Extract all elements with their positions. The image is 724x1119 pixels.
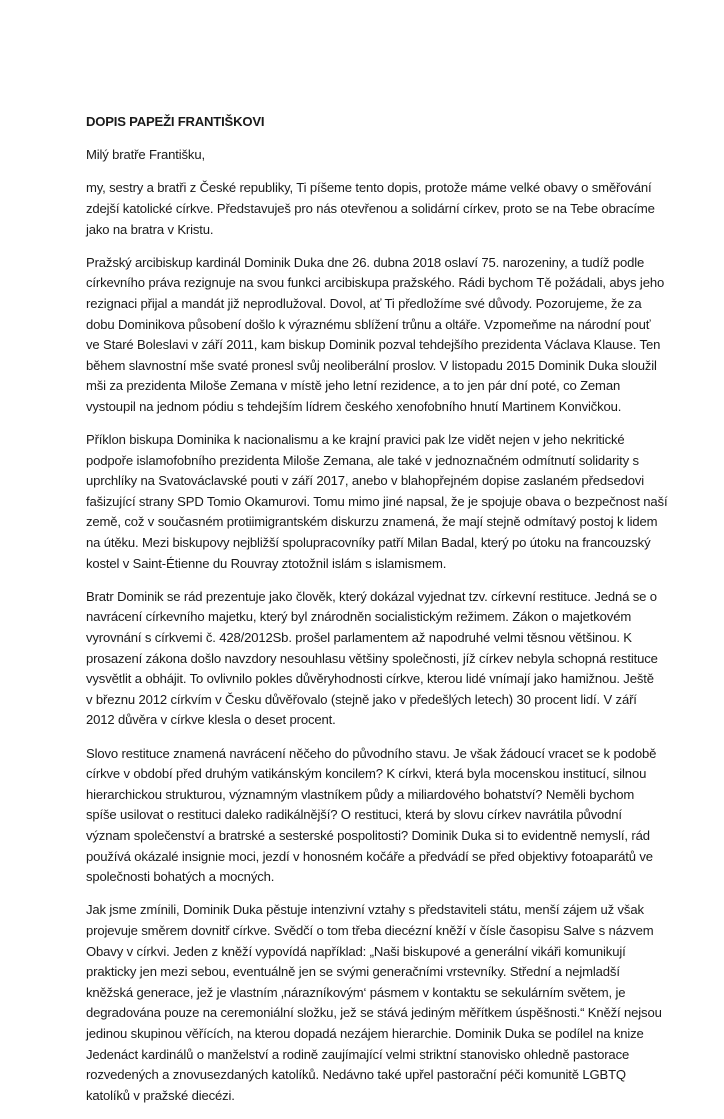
body-paragraph <box>86 178 655 240</box>
paragraph-line: kněžská generace, jež je vlastním ‚nárazníkovým‘ pásmem v kontaktu se sekulárním světem, je <box>86 984 626 1000</box>
document-title: DOPIS PAPEŽI FRANTIŠKOVI <box>86 114 265 129</box>
paragraph-line: v březnu 2012 církvím v Česku důvěřovalo (stejně jako v předešlých letech) 30 procent lidí. V září <box>86 691 637 707</box>
paragraph-line: hierarchickou strukturou, významným vlastníkem půdy a miliardového bohatství? Neměli bychom <box>86 786 635 802</box>
paragraph-line: vystoupil na jednom pódiu s tehdejším lídrem českého xenofobního hnutí Martinem Konvičkou. <box>86 398 622 414</box>
paragraph-line: my, sestry a bratři z České republiky, Ti píšeme tento dopis, protože máme velké obavy o směřování <box>86 180 652 196</box>
paragraph-line: zdejší katolické církve. Představuješ pro nás otevřenou a solidární církev, proto se na Tebe obracíme <box>86 200 655 216</box>
body-paragraph <box>86 900 662 1106</box>
paragraph-line: rezignaci přijal a mandát již neprodlužoval. Dovol, ať Ti předložíme své důvody. Pozorujeme, že za <box>86 295 642 311</box>
paragraph-line: Slovo restituce znamená navrácení něčeho do původního stavu. Je však žádoucí vracet se k podobě <box>86 745 657 761</box>
body-paragraph <box>86 587 658 731</box>
paragraph-line: uprchlíky na Svatováclavské pouti v září 2017, anebo v blahopřejném dopise zaslaném předsedovi <box>86 473 644 489</box>
paragraph-line: podpoře islamofobního prezidenta Miloše Zemana, ale také v jednoznačném odmítnutí solidarity s <box>86 452 639 468</box>
paragraph-line: Pražský arcibiskup kardinál Dominik Duka dne 26. dubna 2018 oslaví 75. narozeniny, a tudíž podle <box>86 254 645 270</box>
paragraph-line: prosazení zákona došlo navzdory nesouhlasu většiny společnosti, jíž církev nebyla schopná restituce <box>86 650 658 666</box>
paragraph-line: navrácení církevního majetku, který byl znárodněn socialistickým režimem. Zákon o majetkovém <box>86 609 632 625</box>
paragraph-line: Bratr Dominik se rád prezentuje jako člověk, který dokázal vyjednat tzv. církevní restituce. Jedná se o <box>86 588 657 604</box>
letter-body <box>86 178 668 1106</box>
paragraph-line: používá okázalé insignie moci, jezdí v honosném kočáře a předvádí se před objektivy fotoaparátů ve <box>86 848 653 864</box>
paragraph-line: společnosti bohatých a mocných. <box>86 869 275 885</box>
paragraph-line: rozvedených a znovusezdaných katolíků. Nedávno také upřel pastorační péči komunitě LGBTQ <box>86 1067 626 1083</box>
paragraph-line: jako na bratra v Kristu. <box>86 221 214 237</box>
paragraph-line: církve v období před druhým vatikánským koncilem? K církvi, která byla mocenskou institucí, silnou <box>86 766 647 782</box>
body-paragraph <box>86 744 657 888</box>
paragraph-line: význam společenství a bratrské a sesterské pospolitosti? Dominik Duka si to evidentně nemyslí, rád <box>86 827 650 843</box>
salutation: Milý bratře Františku, <box>86 147 205 163</box>
paragraph-line: Jedenáct kardinálů o manželství a rodině zaujímající velmi striktní stanovisko ohledně pastorace <box>86 1046 630 1062</box>
paragraph-line: prakticky jen mezi sebou, eventuálně jen se svými generačními vrstevníky. Střední a nejmladší <box>86 964 620 980</box>
paragraph-line: vyrovnání s církvemi č. 428/2012Sb. prošel parlamentem až napodruhé velmi těsnou většinou. K <box>86 630 632 646</box>
body-paragraph <box>86 430 668 574</box>
paragraph-line: projevuje směrem dovnitř církve. Svědčí o tom třeba diecézní kněží v čísle časopisu Salve s názvem <box>86 922 654 938</box>
paragraph-line: Obavy v církvi. Jeden z kněží vypovídá například: „Naši biskupové a generální vikáři komunikují <box>86 943 626 959</box>
paragraph-line: mši za prezidenta Miloše Zemana v místě jeho letní rezidence, a to jen pár dní poté, co Zeman <box>86 378 621 394</box>
paragraph-line: na útěku. Mezi biskupovy nejbližší spolupracovníky patří Milan Badal, který po útoku na francouzský <box>86 535 651 551</box>
paragraph-line: 2012 důvěra v církve klesla o deset procent. <box>86 712 336 728</box>
paragraph-line: Jak jsme zmínili, Dominik Duka pěstuje intenzivní vztahy s představiteli státu, menší zájem už však <box>86 902 644 918</box>
body-paragraph <box>86 253 665 418</box>
paragraph-line: katolíků v pražské diecézi. <box>86 1087 235 1103</box>
paragraph-line: fašizující strany SPD Tomio Okamurovi. Tomu mimo jiné napsal, že je spojuje obava o bezpečnost naší <box>86 493 668 509</box>
paragraph-line: Příklon biskupa Dominika k nacionalismu a ke krajní pravici pak lze vidět nejen v jeho nekritické <box>86 432 625 448</box>
paragraph-line: dobu Dominikova působení došlo k výraznému sblížení trůnu a oltáře. Vzpomeňme na národní pouť <box>86 316 651 332</box>
paragraph-line: spíše usilovat o restituci daleko radikálnější? O restituci, která by slovu církev navrátila původní <box>86 807 622 823</box>
paragraph-line: země, což v současném protiimigrantském diskurzu znamená, že mají stejně odmítavý postoj k lidem <box>86 514 658 530</box>
paragraph-line: církevního práva rezignuje na svou funkci arcibiskupa pražského. Rádi bychom Tě požádali, abys jeho <box>86 275 665 291</box>
letter-document <box>86 112 668 1119</box>
paragraph-line: degradována pouze na ceremoniální složku, jež se stává jediným měřítkem úspěšnosti.“ Kněží nejsou <box>86 1005 662 1021</box>
paragraph-line: kostel v Saint-Étienne du Rouvray ztotožnil islám s islamismem. <box>86 555 447 571</box>
paragraph-line: jedinou skupinou věřících, na kterou dopadá nezájem hierarchie. Dominik Duka se podílel na knize <box>86 1025 644 1041</box>
paragraph-line: vysvětlit a obhájit. To ovlivnilo pokles důvěryhodnosti církve, kterou lidé vnímají jako hamižnou. Ještě <box>86 671 654 687</box>
paragraph-line: během slavnostní mše svaté pronesl svůj neoliberální proslov. V listopadu 2015 Dominik Duka sloužil <box>86 357 657 373</box>
paragraph-line: ve Staré Boleslavi v září 2011, kam biskup Dominik pozval tehdejšího prezidenta Václava Klause. Ten <box>86 337 661 353</box>
